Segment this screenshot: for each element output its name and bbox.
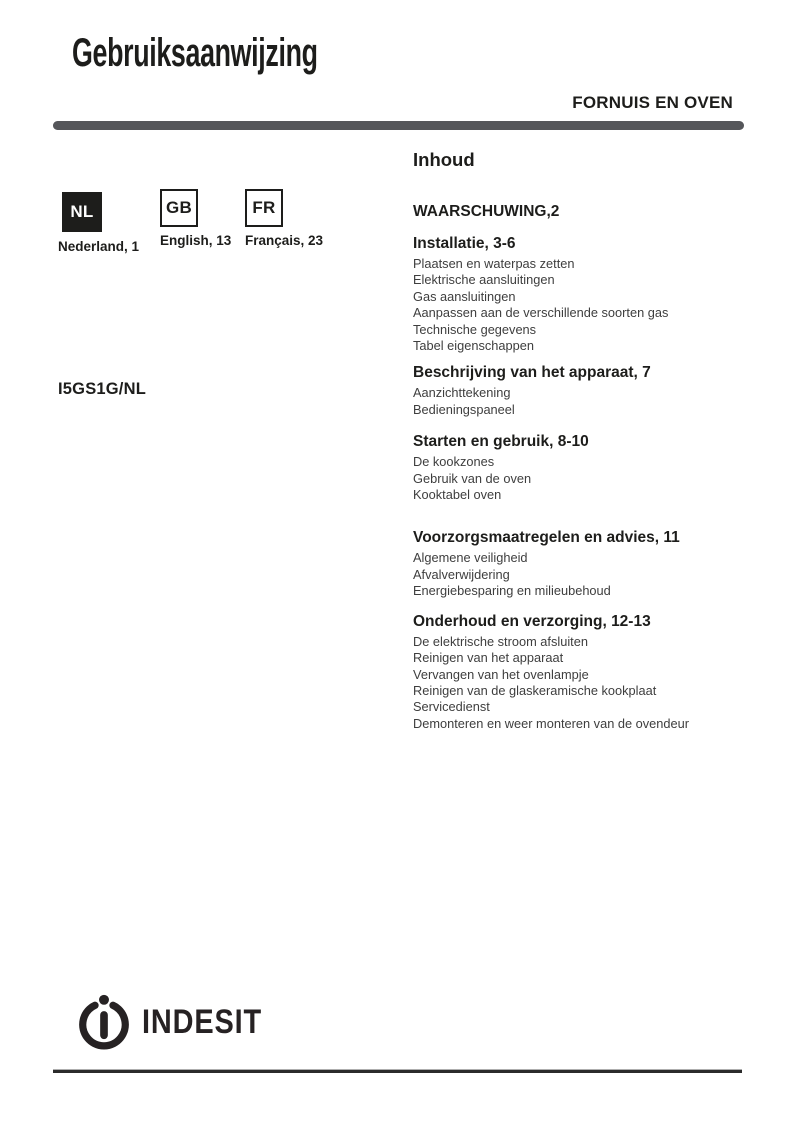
toc-item: Gas aansluitingen [413, 288, 516, 304]
toc-item: Vervangen van het ovenlampje [413, 666, 589, 682]
toc-section-heading: Onderhoud en verzorging, 12-13 [413, 612, 651, 630]
language-label-gb: English, 13 [160, 233, 232, 248]
toc-item: Afvalverwijdering [413, 566, 510, 582]
toc-item: Gebruik van de oven [413, 470, 532, 486]
toc-section-heading: Installatie, 3-6 [413, 235, 516, 252]
toc-section-voorzorgsmaatregelen [413, 529, 788, 599]
page-title: Gebruiksaanwijzing [72, 31, 318, 75]
language-badge-gb: GB [160, 189, 198, 227]
toc-item: Kooktabel oven [413, 487, 502, 503]
toc-item: Bedieningspaneel [413, 401, 515, 417]
toc-section-heading: Starten en gebruik, 8-10 [413, 433, 589, 451]
toc-item: Energiebesparing en milieubehoud [413, 583, 611, 599]
language-label-fr: Français, 23 [245, 233, 324, 248]
toc-title: Inhoud [413, 149, 475, 170]
toc-item: Algemene veiligheid [413, 550, 528, 566]
toc-section-installatie [413, 235, 788, 354]
toc-item: Technische gegevens [413, 321, 537, 337]
brand-wordmark: INDESIT [142, 1002, 262, 1041]
appliance-type-label: FORNUIS EN OVEN [572, 93, 733, 112]
toc-item: Aanzichttekening [413, 385, 511, 401]
model-number: I5GS1G/NL [58, 380, 146, 398]
toc-section-starten [413, 433, 788, 503]
toc-item: De kookzones [413, 454, 495, 470]
toc-item: De elektrische stroom afsluiten [413, 633, 588, 649]
brand-logo [76, 994, 283, 1050]
language-badge-fr: FR [245, 189, 283, 227]
toc-item: Elektrische aansluitingen [413, 272, 555, 288]
toc-item: Tabel eigenschappen [413, 338, 534, 354]
toc-warning-heading: WAARSCHUWING,2 [413, 203, 560, 220]
toc-item: Servicedienst [413, 699, 490, 715]
toc-item: Demonteren en weer monteren van de ovendeur [413, 715, 690, 731]
toc-item: Reinigen van de glaskeramische kookplaat [413, 682, 657, 698]
language-entry-nl [58, 192, 140, 254]
toc-item: Reinigen van het apparaat [413, 650, 564, 666]
toc-item: Plaatsen en waterpas zetten [413, 256, 575, 271]
table-of-contents [413, 150, 788, 732]
toc-section-beschrijving [413, 364, 788, 418]
language-badge-nl: NL [62, 192, 102, 232]
footer-rule [53, 1069, 742, 1073]
toc-section-onderhoud [413, 613, 788, 732]
toc-section-heading: Beschrijving van het apparaat, 7 [413, 364, 651, 382]
language-entry-gb [160, 189, 231, 248]
header-rule [53, 121, 744, 130]
indesit-power-i-icon [76, 994, 132, 1050]
toc-item: Aanpassen aan de verschillende soorten gas [413, 305, 669, 321]
toc-section-heading: Voorzorgsmaatregelen en advies, 11 [413, 529, 680, 547]
language-label-nl: Nederland, 1 [58, 239, 140, 254]
language-entry-fr [245, 189, 323, 248]
